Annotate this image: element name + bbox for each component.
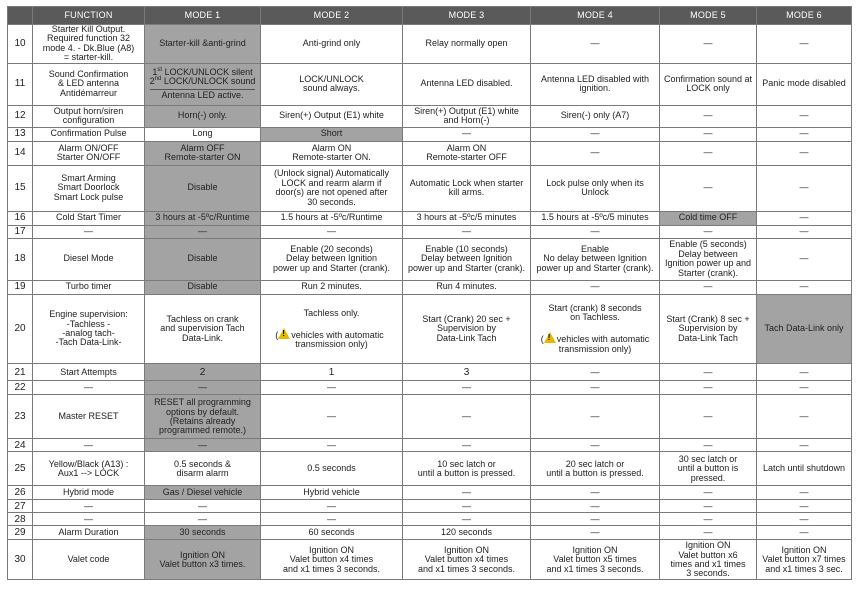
mode-4-cell: — <box>531 439 660 452</box>
row-number: 14 <box>8 141 33 165</box>
row-number: 15 <box>8 165 33 211</box>
mode-1-cell: Ignition ON Valet button x3 times. <box>145 540 261 580</box>
text: vehicles with automatic transmission only) <box>556 334 650 354</box>
mode-2-cell: Short <box>261 127 403 141</box>
function-cell: Confirmation Pulse <box>33 127 145 141</box>
function-cell: Diesel Mode <box>33 238 145 280</box>
mode-4-cell: Start (crank) 8 seconds on Tachless. (! vehicles with automatic transmission only) <box>531 294 660 364</box>
mode-1-cell: Disable <box>145 238 261 280</box>
row-number: 11 <box>8 63 33 105</box>
row-number: 25 <box>8 452 33 486</box>
mode-6-cell: — <box>757 141 852 165</box>
mode-5-cell: Enable (5 seconds) Delay between Ignition power up and Starter (crank). <box>660 238 757 280</box>
mode-1-cell: Disable <box>145 165 261 211</box>
mode-1-cell: — <box>145 513 261 526</box>
mode-1-cell: — <box>145 381 261 395</box>
mode-6-cell: Tach Data-Link only <box>757 294 852 364</box>
mode-5-cell: — <box>660 141 757 165</box>
mode-4-cell: — <box>531 141 660 165</box>
text: Start (crank) 8 seconds on Tachless. <box>548 303 642 323</box>
table-row <box>8 526 852 540</box>
row-number: 29 <box>8 526 33 540</box>
mode-3-cell: Alarm ON Remote-starter OFF <box>403 141 531 165</box>
mode-3-cell: Run 4 minutes. <box>403 280 531 294</box>
mode-5-cell: — <box>660 500 757 513</box>
table-row <box>8 211 852 225</box>
mode-2-cell: — <box>261 395 403 439</box>
row-number: 12 <box>8 105 33 127</box>
mode-4-cell: — <box>531 364 660 381</box>
mode-2-cell: — <box>261 513 403 526</box>
row-number: 22 <box>8 381 33 395</box>
mode-2-cell: Tachless only. (! vehicles with automatic transmission only) <box>261 294 403 364</box>
mode-6-cell: — <box>757 211 852 225</box>
mode-4-cell: — <box>531 513 660 526</box>
row-number: 13 <box>8 127 33 141</box>
function-cell: Hybrid mode <box>33 486 145 500</box>
function-cell: Alarm ON/OFF Starter ON/OFF <box>33 141 145 165</box>
mode-2-cell: Run 2 minutes. <box>261 280 403 294</box>
mode-3-cell: — <box>403 513 531 526</box>
mode-5-cell: Confirmation sound at LOCK only <box>660 63 757 105</box>
header-function: FUNCTION <box>33 7 145 25</box>
mode-4-cell: 20 sec latch or until a button is pressed. <box>531 452 660 486</box>
mode-5-cell: — <box>660 165 757 211</box>
function-cell: — <box>33 513 145 526</box>
mode-2-cell: Enable (20 seconds) Delay between Ignition power up and Starter (crank). <box>261 238 403 280</box>
text: 1 <box>152 67 158 78</box>
mode-5-cell: — <box>660 395 757 439</box>
table-row <box>8 540 852 580</box>
function-cell: — <box>33 381 145 395</box>
function-cell: — <box>33 439 145 452</box>
mode-1-cell: Gas / Diesel vehicle <box>145 486 261 500</box>
mode-1-cell: Tachless on crank and supervision Tach Data-Link. <box>145 294 261 364</box>
mode-6-cell: Ignition ON Valet button x7 times and x1 times 3 sec. <box>757 540 852 580</box>
mode-5-cell: — <box>660 127 757 141</box>
header-mode-5: MODE 5 <box>660 7 757 25</box>
mode-1-cell: Horn(-) only. <box>145 105 261 127</box>
mode-4-cell: — <box>531 381 660 395</box>
mode-6-cell: — <box>757 439 852 452</box>
mode-1-cell: 0.5 seconds & disarm alarm <box>145 452 261 486</box>
mode-2-cell: — <box>261 381 403 395</box>
table-row <box>8 486 852 500</box>
mode-2-cell: — <box>261 500 403 513</box>
mode-4-cell: — <box>531 225 660 238</box>
mode-6-cell: Latch until shutdown <box>757 452 852 486</box>
function-cell: Cold Start Timer <box>33 211 145 225</box>
mode-5-cell: Cold time OFF <box>660 211 757 225</box>
mode-3-cell: Enable (10 seconds) Delay between Ignition power up and Starter (crank). <box>403 238 531 280</box>
text: LOCK/UNLOCK silent <box>162 67 253 78</box>
function-cell: Turbo timer <box>33 280 145 294</box>
mode-4-cell: 1.5 hours at -5ºc/5 minutes <box>531 211 660 225</box>
mode-1-cell: 3 hours at -5ºc/Runtime <box>145 211 261 225</box>
superscript: st <box>157 67 163 74</box>
table-header-row <box>8 7 852 25</box>
mode-3-cell: Relay normally open <box>403 25 531 64</box>
mode-3-cell: 120 seconds <box>403 526 531 540</box>
mode-3-cell: Start (Crank) 20 sec + Supervision by Data-Link Tach <box>403 294 531 364</box>
mode-2-cell: Hybrid vehicle <box>261 486 403 500</box>
mode-2-cell: 1.5 hours at -5ºc/Runtime <box>261 211 403 225</box>
mode-2-cell: (Unlock signal) Automatically LOCK and rearm alarm if door(s) are not opened after 30 seconds. <box>261 165 403 211</box>
mode-5-cell: — <box>660 105 757 127</box>
mode-2-cell: LOCK/UNLOCK sound always. <box>261 63 403 105</box>
text: LOCK/UNLOCK sound <box>161 76 256 87</box>
text: vehicles with automatic transmission only) <box>291 329 384 349</box>
mode-2-cell: — <box>261 225 403 238</box>
mode-1-cell: — <box>145 439 261 452</box>
function-cell: Engine supervision: -Tachless - -analog tach- -Tach Data-Link- <box>33 294 145 364</box>
table-row <box>8 127 852 141</box>
function-cell: Start Attempts <box>33 364 145 381</box>
row-number: 27 <box>8 500 33 513</box>
row-number: 10 <box>8 25 33 64</box>
mode-3-cell: — <box>403 500 531 513</box>
table-row <box>8 381 852 395</box>
row-number: 18 <box>8 238 33 280</box>
mode-6-cell: — <box>757 238 852 280</box>
mode-1-cell: RESET all programming options by default. (Retains already programmed remote.) <box>145 395 261 439</box>
table-row <box>8 141 852 165</box>
mode-6-cell: — <box>757 526 852 540</box>
mode-4-cell: — <box>531 280 660 294</box>
function-cell: Alarm Duration <box>33 526 145 540</box>
mode-3-cell: — <box>403 127 531 141</box>
row-number: 17 <box>8 225 33 238</box>
mode-3-cell: 3 <box>403 364 531 381</box>
mode-5-cell: — <box>660 381 757 395</box>
mode-4-cell: Lock pulse only when its Unlock <box>531 165 660 211</box>
table-row <box>8 513 852 526</box>
mode-2-cell: 60 seconds <box>261 526 403 540</box>
header-mode-6: MODE 6 <box>757 7 852 25</box>
mode-5-cell: Start (Crank) 8 sec + Supervision by Data-Link Tach <box>660 294 757 364</box>
row-number: 16 <box>8 211 33 225</box>
mode-4-cell: Antenna LED disabled with ignition. <box>531 63 660 105</box>
mode-6-cell: — <box>757 500 852 513</box>
mode-4-cell: — <box>531 500 660 513</box>
mode-6-cell: Panic mode disabled <box>757 63 852 105</box>
mode-3-cell: Automatic Lock when starter kill arms. <box>403 165 531 211</box>
mode-3-cell: Antenna LED disabled. <box>403 63 531 105</box>
function-cell: Sound Confirmation & LED antenna Antidémarreur <box>33 63 145 105</box>
function-cell: Master RESET <box>33 395 145 439</box>
mode-1-cell: — <box>145 225 261 238</box>
mode-2-cell: Alarm ON Remote-starter ON. <box>261 141 403 165</box>
function-cell: Smart Arming Smart Doorlock Smart Lock pulse <box>33 165 145 211</box>
table-row <box>8 395 852 439</box>
mode-1-cell: Starter-kill &anti-grind <box>145 25 261 64</box>
row-number: 20 <box>8 294 33 364</box>
mode-1-cell: Long <box>145 127 261 141</box>
mode-1-cell <box>145 63 261 105</box>
warning-icon <box>278 328 290 339</box>
mode-4-cell: Ignition ON Valet button x5 times and x1 times 3 seconds. <box>531 540 660 580</box>
mode-2-cell: 0.5 seconds <box>261 452 403 486</box>
mode-1-cell: Alarm OFF Remote-starter ON <box>145 141 261 165</box>
header-number <box>8 7 33 25</box>
table-row <box>8 500 852 513</box>
mode-4-cell: — <box>531 526 660 540</box>
mode-6-cell: — <box>757 395 852 439</box>
warning-icon <box>544 332 556 343</box>
table-row <box>8 238 852 280</box>
mode-3-cell: — <box>403 225 531 238</box>
mode-1-cell: 30 seconds <box>145 526 261 540</box>
header-mode-4: MODE 4 <box>531 7 660 25</box>
mode-5-cell: — <box>660 439 757 452</box>
mode-5-cell: — <box>660 280 757 294</box>
text: Antenna LED active. <box>150 89 255 100</box>
mode-2-cell: Siren(+) Output (E1) white <box>261 105 403 127</box>
programming-table-container <box>7 6 851 580</box>
mode-6-cell: — <box>757 105 852 127</box>
mode-2-cell: 1 <box>261 364 403 381</box>
mode-2-cell: Anti-grind only <box>261 25 403 64</box>
mode-3-cell: — <box>403 395 531 439</box>
mode-3-cell: — <box>403 439 531 452</box>
row-number: 24 <box>8 439 33 452</box>
table-row <box>8 452 852 486</box>
mode-5-cell: — <box>660 225 757 238</box>
row-number: 21 <box>8 364 33 381</box>
row-number: 23 <box>8 395 33 439</box>
mode-3-cell: 3 hours at -5ºc/5 minutes <box>403 211 531 225</box>
mode-1-cell: — <box>145 500 261 513</box>
mode-6-cell: — <box>757 486 852 500</box>
mode-6-cell: — <box>757 280 852 294</box>
row-number: 19 <box>8 280 33 294</box>
mode-5-cell: — <box>660 526 757 540</box>
mode-5-cell: — <box>660 364 757 381</box>
mode-6-cell: — <box>757 364 852 381</box>
table-row <box>8 225 852 238</box>
mode-6-cell: — <box>757 127 852 141</box>
row-number: 28 <box>8 513 33 526</box>
header-mode-1: MODE 1 <box>145 7 261 25</box>
mode-3-cell: Ignition ON Valet button x4 times and x1 times 3 seconds. <box>403 540 531 580</box>
mode-2-cell: — <box>261 439 403 452</box>
programming-table <box>7 6 852 580</box>
function-cell: Valet code <box>33 540 145 580</box>
mode-1-cell: Disable <box>145 280 261 294</box>
superscript: nd <box>154 76 162 83</box>
table-row <box>8 364 852 381</box>
mode-5-cell: — <box>660 25 757 64</box>
mode-6-cell: — <box>757 381 852 395</box>
mode-3-cell: Siren(+) Output (E1) white and Horn(-) <box>403 105 531 127</box>
header-mode-3: MODE 3 <box>403 7 531 25</box>
text: 2 <box>149 76 155 87</box>
mode-4-cell: Enable No delay between Ignition power up and Starter (crank). <box>531 238 660 280</box>
mode-1-cell: 2 <box>145 364 261 381</box>
mode-2-cell: Ignition ON Valet button x4 times and x1 times 3 seconds. <box>261 540 403 580</box>
function-cell: Yellow/Black (A13) : Aux1 --> LOCK <box>33 452 145 486</box>
mode-4-cell: — <box>531 25 660 64</box>
table-row <box>8 63 852 105</box>
mode-5-cell: 30 sec latch or until a button is pressed. <box>660 452 757 486</box>
mode-6-cell: — <box>757 225 852 238</box>
row-number: 30 <box>8 540 33 580</box>
function-cell: Starter Kill Output. Required function 32 mode 4. - Dk.Blue (A8) = starter-kill. <box>33 25 145 64</box>
header-mode-2: MODE 2 <box>261 7 403 25</box>
table-row <box>8 294 852 364</box>
mode-6-cell: — <box>757 25 852 64</box>
table-row <box>8 280 852 294</box>
table-row <box>8 439 852 452</box>
mode-5-cell: — <box>660 513 757 526</box>
mode-5-cell: — <box>660 486 757 500</box>
row-number: 26 <box>8 486 33 500</box>
mode-4-cell: — <box>531 395 660 439</box>
mode-4-cell: — <box>531 486 660 500</box>
mode-6-cell: — <box>757 513 852 526</box>
mode-3-cell: 10 sec latch or until a button is pressed. <box>403 452 531 486</box>
mode-6-cell: — <box>757 165 852 211</box>
mode-4-cell: Siren(-) only (A7) <box>531 105 660 127</box>
table-row <box>8 25 852 64</box>
function-cell: Output horn/siren configuration <box>33 105 145 127</box>
mode-5-cell: Ignition ON Valet button x6 times and x1 times 3 seconds. <box>660 540 757 580</box>
mode-3-cell: — <box>403 381 531 395</box>
text: Tachless only. <box>303 307 360 318</box>
function-cell: — <box>33 225 145 238</box>
table-row <box>8 105 852 127</box>
table-row <box>8 165 852 211</box>
mode-4-cell: — <box>531 127 660 141</box>
mode-3-cell: — <box>403 486 531 500</box>
function-cell: — <box>33 500 145 513</box>
